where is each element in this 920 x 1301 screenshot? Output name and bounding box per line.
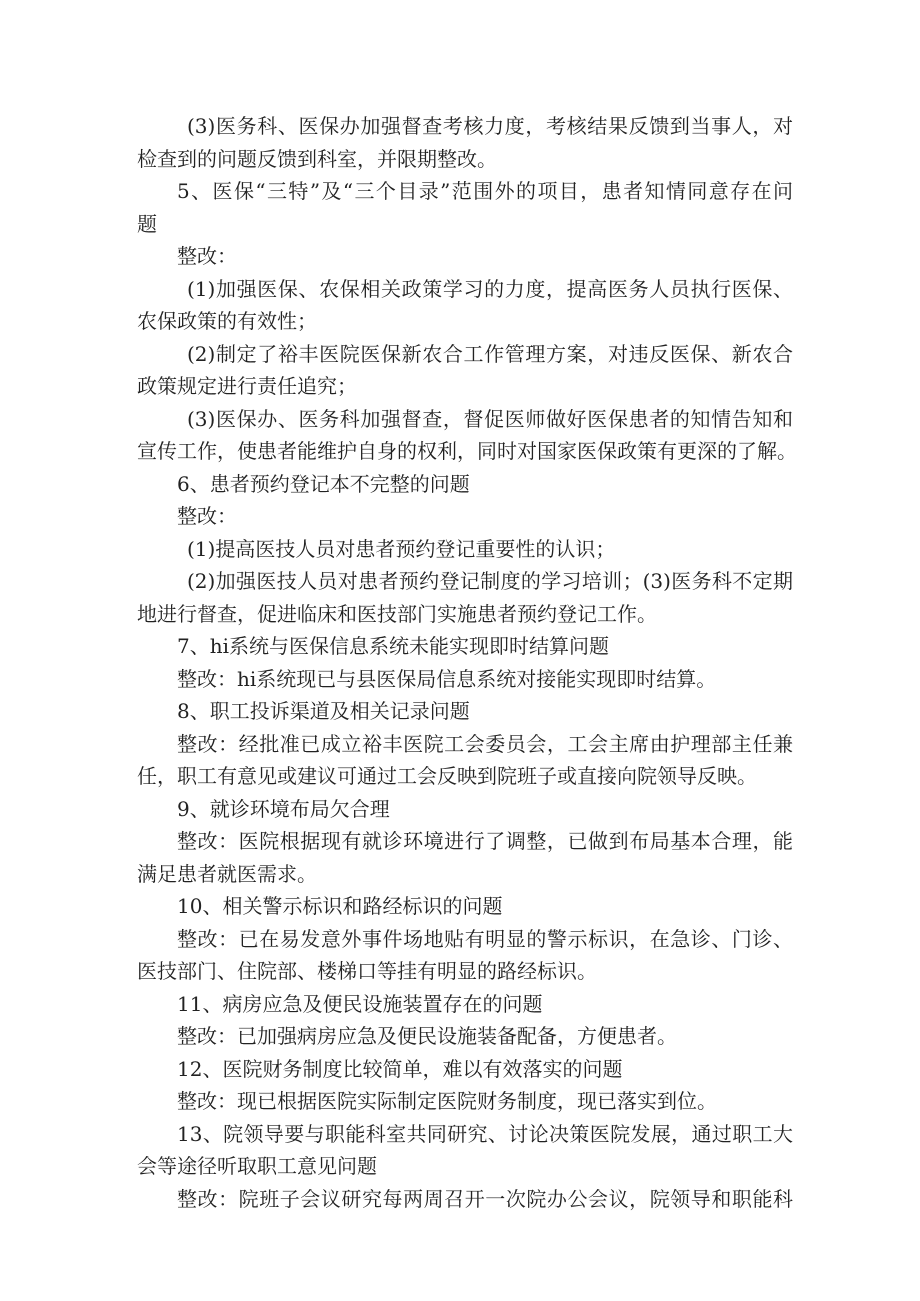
text-line: (1)加强医保、农保相关政策学习的力度，提高医务人员执行医保、 <box>187 276 793 301</box>
text-line: 整改：已加强病房应急及便民设施装备配备，方便患者。 <box>177 1024 677 1048</box>
section-heading: 13、院领导要与职能科室共同研究、讨论决策医院发展，通过职工大 <box>177 1121 793 1146</box>
text-line: 会等途径听取职工意见问题 <box>137 1154 377 1178</box>
text-line: 题 <box>137 211 157 236</box>
rectification-label: 整改： <box>177 244 237 268</box>
text-line: 宣传工作，使患者能维护自身的权利，同时对国家医保政策有更深的了解。 <box>137 439 797 463</box>
text-line: 农保政策的有效性； <box>137 309 317 333</box>
section-heading: 9、就诊环境布局欠合理 <box>177 796 390 821</box>
text-line: 整改：医院根据现有就诊环境进行了调整，已做到布局基本合理，能 <box>177 829 793 853</box>
document-body <box>137 110 797 1215</box>
text-line: 整改：已在易发意外事件场地贴有明显的警示标识，在急诊、门诊、 <box>177 926 793 951</box>
section-heading: 11、病房应急及便民设施装置存在的问题 <box>177 991 543 1016</box>
rectification-label: 整改： <box>177 504 237 528</box>
text-line: 整改：hi系统现已与县医保局信息系统对接能实现即时结算。 <box>177 666 717 691</box>
section-heading: 6、患者预约登记本不完整的问题 <box>177 471 470 496</box>
text-line: (3)医保办、医务科加强督查，督促医师做好医保患者的知情告知和 <box>187 406 793 431</box>
text-line: 任，职工有意见或建议可通过工会反映到院班子或直接向院领导反映。 <box>137 764 757 788</box>
text-line: 政策规定进行责任追究； <box>137 374 357 398</box>
text-line: (2)加强医技人员对患者预约登记制度的学习培训；(3)医务科不定期 <box>187 569 793 593</box>
section-heading: 7、hi系统与医保信息系统未能实现即时结算问题 <box>177 634 610 658</box>
text-line: (2)制定了裕丰医院医保新农合工作管理方案，对违反医保、新农合 <box>187 341 793 366</box>
text-line: 整改：经批准已成立裕丰医院工会委员会，工会主席由护理部主任兼 <box>177 731 793 756</box>
text-line: (3)医务科、医保办加强督查考核力度，考核结果反馈到当事人，对 <box>187 114 793 138</box>
section-heading: 5、医保“三特”及“三个目录”范围外的项目，患者知情同意存在问 <box>177 179 793 203</box>
text-line: 整改：现已根据医院实际制定医院财务制度，现已落实到位。 <box>177 1089 717 1113</box>
text-line: 地进行督查，促进临床和医技部门实施患者预约登记工作。 <box>137 601 657 626</box>
text-line: 检查到的问题反馈到科室，并限期整改。 <box>137 146 497 171</box>
section-heading: 12、医院财务制度比较简单，难以有效落实的问题 <box>177 1056 623 1081</box>
section-heading: 10、相关警示标识和路经标识的问题 <box>177 894 503 918</box>
text-line: (1)提高医技人员对患者预约登记重要性的认识； <box>187 536 616 561</box>
text-line: 医技部门、住院部、楼梯口等挂有明显的路经标识。 <box>137 959 597 983</box>
section-heading: 8、职工投诉渠道及相关记录问题 <box>177 699 470 723</box>
text-line: 满足患者就医需求。 <box>137 861 317 886</box>
text-line: 整改：院班子会议研究每两周召开一次院办公会议，院领导和职能科 <box>177 1186 793 1211</box>
